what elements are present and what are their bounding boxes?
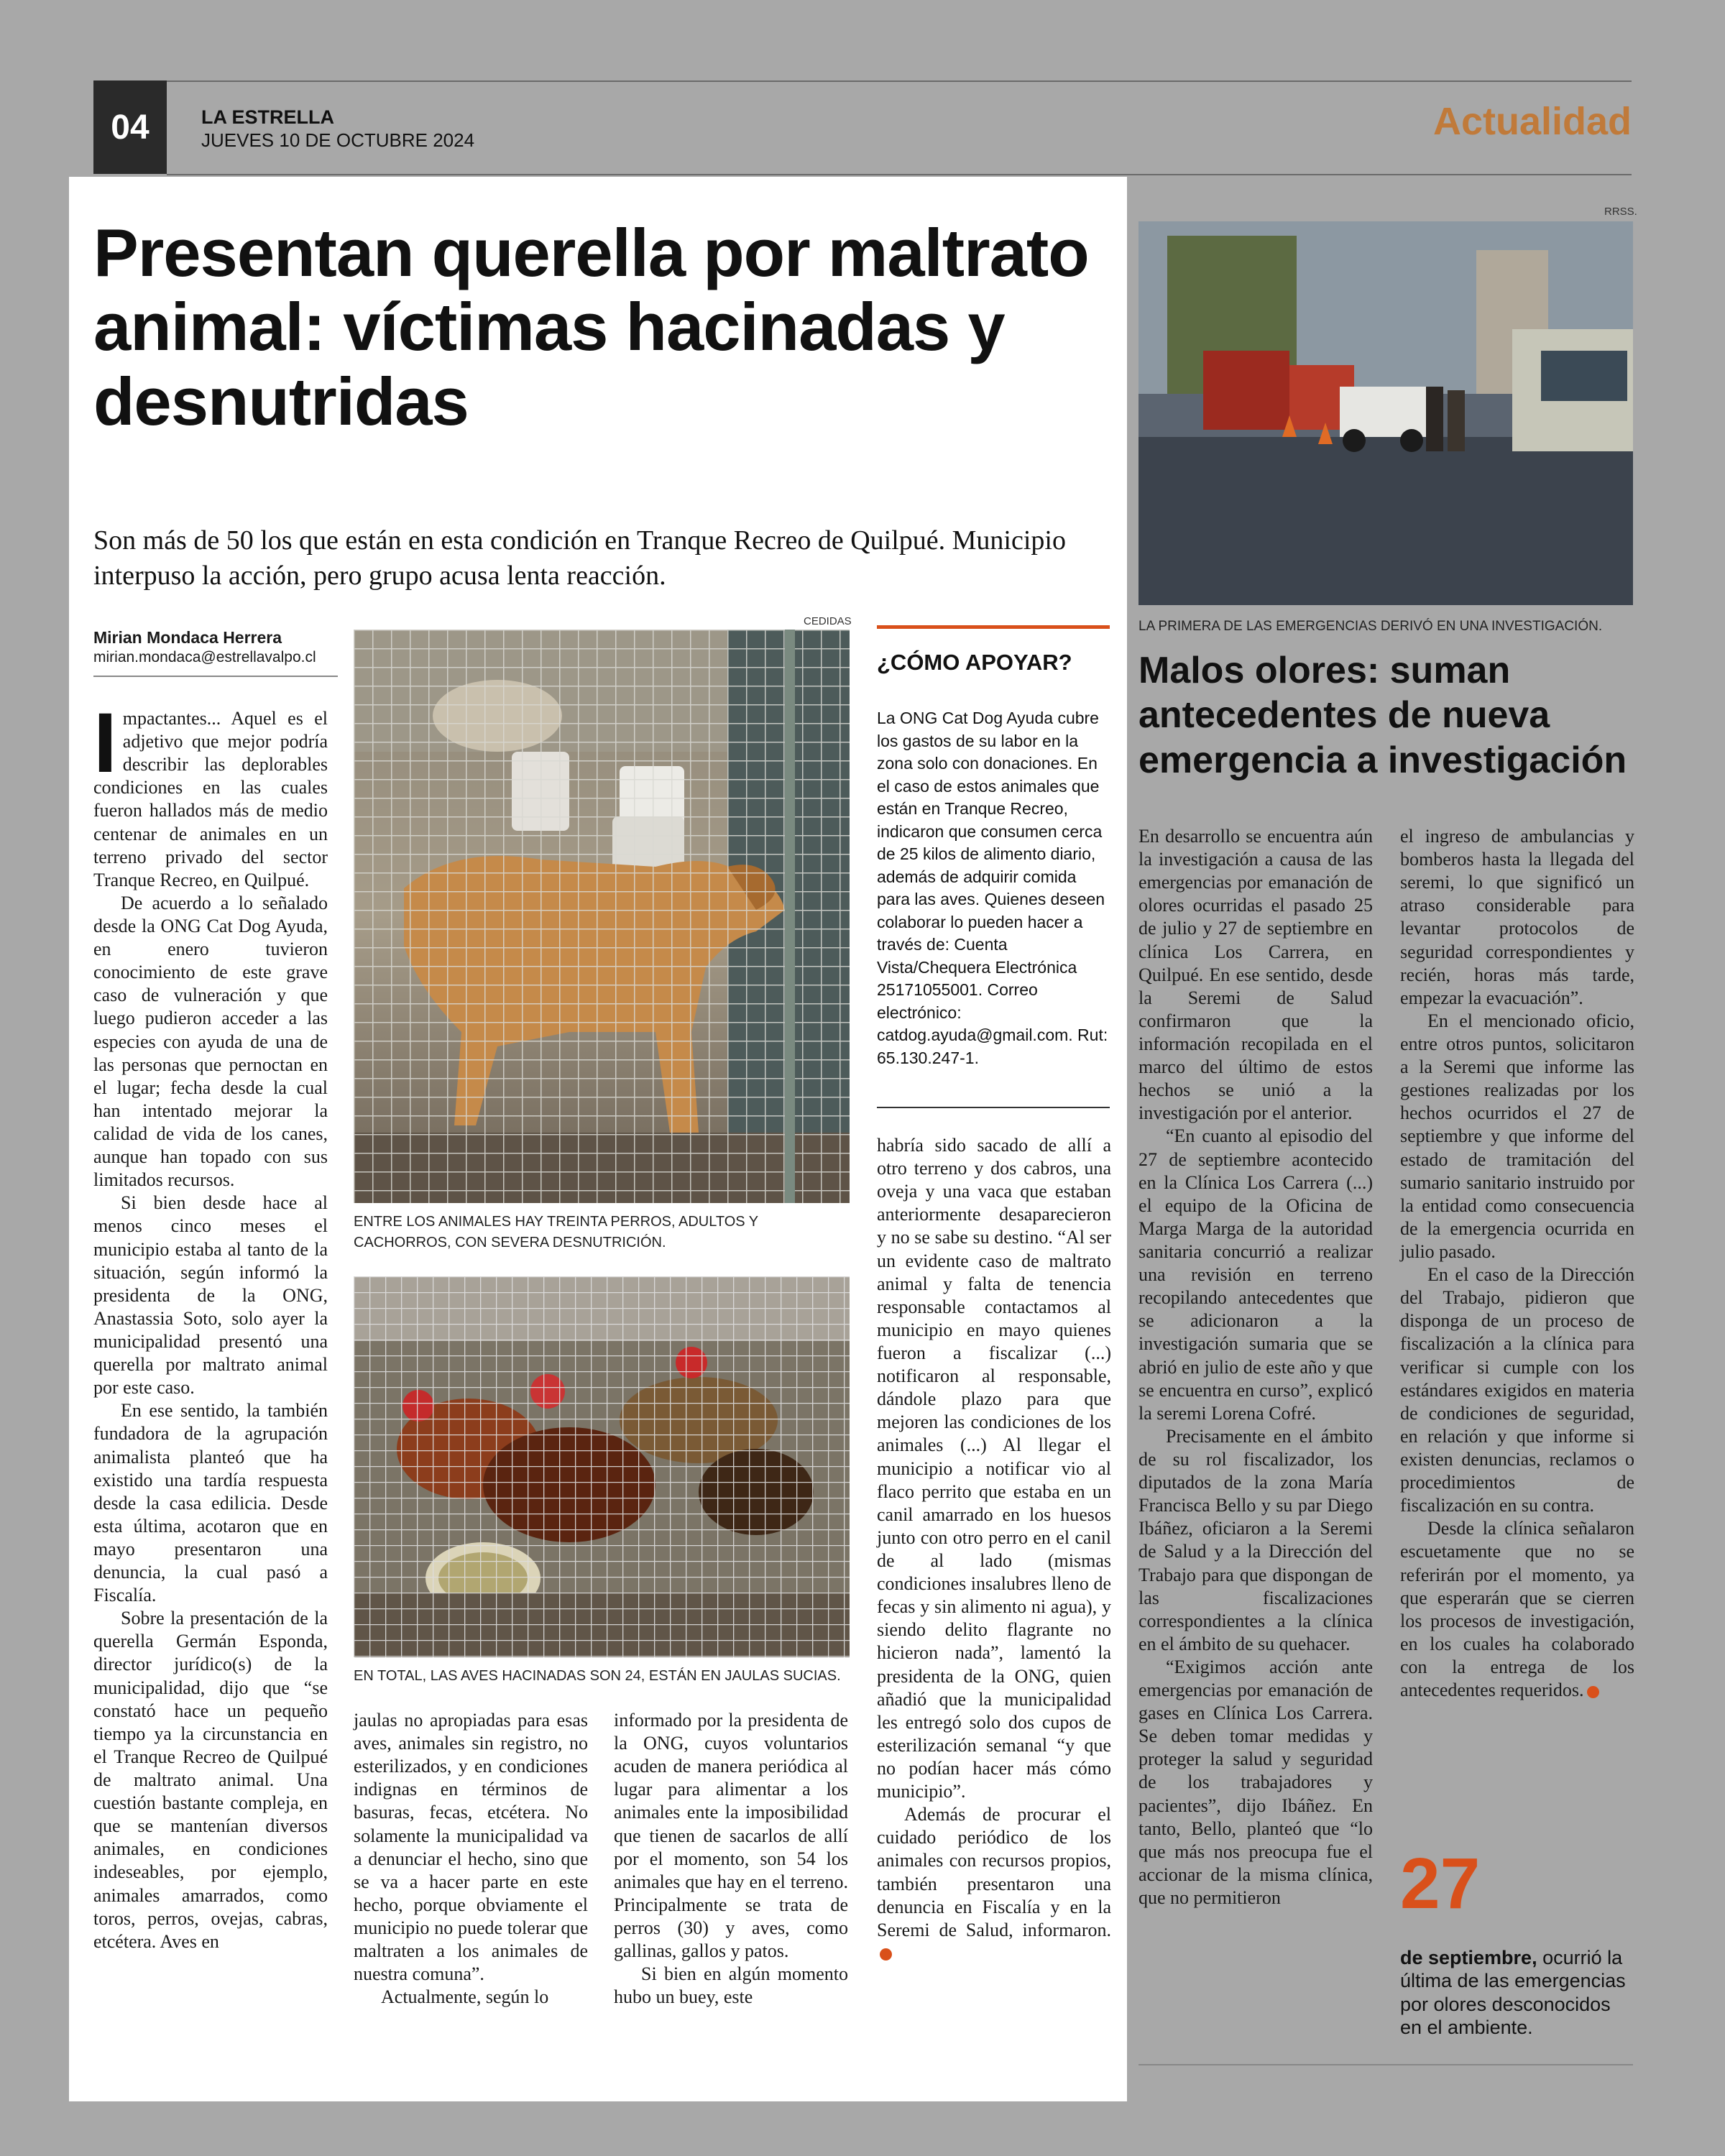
closing-paragraph: Además de procurar el cuidado periódico de los animales con recursos propios, también presentaron una denuncia en Fiscalía y en la Seremi de Salud, informaron. [877,1804,1111,1940]
paragraph: “Exigimos acción ante emergencias por emanación de gases en Clínica Los Carrera. Se deben tomar medidas y proteger la salud y seguridad de los trabajadores y pacientes”, dijo Ibáñez. En tanto, Bello, planteó que “lo que más nos preocupa fue el accionar de la misma clínica, que no permitieron [1138,1656,1373,1909]
paragraph: el ingreso de ambulancias y bomberos hasta la llegada del seremi, lo que significó un atraso considerable para levantar protocolos de seguridad correspondientes y recién, horas más tarde, empezar la evacuación”. [1400,826,1634,1008]
paragraph: Si bien en algún momento hubo un buey, este [614,1963,848,2008]
author-email: mirian.mondaca@estrellavalpo.cl [93,649,316,665]
second-article-column-b [1400,825,1634,1702]
article-column-3 [614,1709,848,2009]
dropcap: I [93,696,117,791]
header-bottom-rule [167,174,1632,175]
highlight-fact-text: ocurrió la última de las emergencias por olores desconocidos en el ambiente. [1400,1947,1626,2039]
second-photo-credit: RRSS. [1604,206,1637,218]
lead-paragraph: mpactantes... Aquel es el adjetivo que mejor podría describir las deplorables condiciones en las cuales fueron hallados más de medio centenar de animales en un terreno privado del sector Tranque Recreo, en Quilpué. [93,708,328,890]
paragraph: Sobre la presentación de la querella Germán Esponda, director jurídico(s) de la municipalidad, dijo que “se constató hace un pequeño tiempo ya la circunstancia en el Tranque Recreo de Quilpué de maltrato animal. Una cuestión bastante compleja, en que se mantenían diversos animales, en condiciones indeseables, por ejemplo, animales amarrados, como toros, perros, ovejas, cabras, etcétera. Aves en [93,1608,328,1952]
sidebar-accent-rule [877,625,1110,629]
paragraph: “En cuanto al episodio del 27 de septiembre acontecido en la Clínica Los Carrera (...) el equipo de la Oficina de Marga Marga de la autoridad sanitaria concurrió a realizar una revisión en terreno recopilando antecedentes que se adicionaron a la investigación sumaria que se abrió en julio de este año y que se encuentra en curso”, explicó la seremi Lorena Cofré. [1138,1125,1373,1424]
paragraph: habría sido sacado de allí a otro terreno y dos cabros, una oveja y una vaca que estaban anteriormente desaparecieron y no se sabe su destino. “Al ser un evidente caso de maltrato animal y falta de tenencia responsable contactamos al municipio en mayo quienes fueron a fiscalizar (...) notificaron al responsable, dándole plazo para que mejoren las condiciones de los animales (...) Al llegar el municipio a notificar vio al flaco perrito que estaba en un canil amarrado en los huesos junto con otro perro en el canil de al lado (mismas condiciones insalubres lleno de fecas y sin alimento ni agua), y siendo delito flagrante no hicieron nada”, lamentó la presidenta de la ONG, quien añadió que la municipalidad les entregó solo dos cupos de esterilización semanal “y que no podían hacer más cómo municipio”. [877,1135,1111,1802]
byline-rule [93,676,338,677]
paragraph: jaulas no apropiadas para esas aves, animales sin registro, no esterilizados, y en condiciones indignas en términos de basuras, fecas, etcétera. No solamente la municipalidad va a denunciar el hecho, sino que se va a hacer parte en este hecho, porque obviamente el municipio no puede tolerar que maltraten a los animales de nuestra comuna”. [354,1710,588,1985]
newspaper-name: LA ESTRELLA [201,106,334,128]
second-article-headline: Malos olores: suman antecedentes de nueva emergencia a investigación [1138,650,1627,781]
paragraph: Si bien desde hace al menos cinco meses el municipio estaba al tanto de la situación, según informó la presidenta de la ONG, Anastassia Soto, solo ayer la municipalidad presentó una querella por maltrato animal por este caso. [93,1192,328,1399]
sidebar-bottom-rule [877,1107,1110,1108]
section-name: Actualidad [1432,100,1632,143]
birds-photo-caption: EN TOTAL, LAS AVES HACINADAS SON 24, ESTÁN EN JAULAS SUCIAS. [354,1668,841,1684]
street-emergency-illustration [1138,221,1633,605]
issue-date: JUEVES 10 DE OCTUBRE 2024 [201,129,475,151]
page-number: 04 [93,80,167,174]
second-article-column-a [1138,825,1373,1909]
emergency-scene-photo [1138,221,1633,605]
sidebar-text: La ONG Cat Dog Ayuda cubre los gastos de su labor en la zona solo con donaciones. En el caso de estos animales que están en Tranque Recreo, indicaron que consumen cerca de 25 kilos de alimento diario, además de adquirir comida para las aves. Quienes deseen colaborar lo pueden hacer a través de: Cuenta Vista/Chequera Electrónica 25171055001. Correo electrónico: catdog.ayuda@gmail.com. Rut: 65.130.247-1. [877,709,1108,1067]
hens-in-cage-illustration [354,1276,850,1657]
paragraph: En desarrollo se encuentra aún la investigación a causa de las emergencias por emanación de olores ocurridas el pasado 25 de julio y 27 de septiembre en clínica Los Carrera, en Quilpué. En ese sentido, desde la Seremi de Salud confirmaron que la información recopilada en el marco del último de estos hechos se unió a la investigación por el anterior. [1138,826,1373,1124]
sidebar-title: ¿CÓMO APOYAR? [877,650,1072,675]
paragraph: En ese sentido, la también fundadora de la agrupación animalista planteó que ha existido una tardía respuesta desde la casa edilicia. Desde esta última, acotaron que en mayo presentaron una denuncia, la cual pasó a Fiscalía. [93,1400,328,1606]
article-column-4 [877,1134,1111,1965]
header-top-rule [93,80,1632,82]
article-subhead: Son más de 50 los que están en esta condición en Tranque Recreo de Quilpué. Municipio interpuso la acción, pero grupo acusa lenta reacción. [93,525,1066,591]
paragraph: En el mencionado oficio, entre otros puntos, solicitaron a la Seremi que informe las gestiones realizadas por los hechos ocurridos el 27 de septiembre y que informe del estado de tramitación del sumario sanitario instruido por la entidad como consecuencia de la emergencia ocurrida en julio pasado. [1400,1010,1634,1262]
right-column-bottom-rule [1138,2064,1633,2065]
second-photo-caption: LA PRIMERA DE LAS EMERGENCIAS DERIVÓ EN UNA INVESTIGACIÓN. [1138,619,1603,634]
paragraph: Actualmente, según lo [381,1986,549,2008]
closing-paragraph: Desde la clínica señalaron escuetamente que no se referirán por el momento, ya que esperarán que se cierren los procesos de investigación, en los cuales ha colaborado con la entrega de los antecedentes requeridos. [1400,1518,1634,1701]
paragraph: Precisamente en el ámbito de su rol fiscalizador, los diputados de la zona María Francisca Bello y su par Diego Ibáñez, oficiaron a la Seremi de Salud y a la Dirección del Trabajo para que dispongan de las fiscalizaciones correspondientes a la clínica en el ámbito de su quehacer. [1138,1425,1373,1654]
article-headline: Presentan querella por maltrato animal: víctimas hacinadas y desnutridas [93,215,1089,439]
highlight-fact-bold: de septiembre, [1400,1947,1537,1968]
highlight-fact [1400,1946,1637,2040]
dog-photo [354,630,850,1203]
article-column-2 [354,1709,588,2009]
author-name: Mirian Mondaca Herrera [93,628,282,647]
photo-credit: CEDIDAS [804,615,852,627]
dog-photo-caption: ENTRE LOS ANIMALES HAY TREINTA PERROS, ADULTOS Y CACHORROS, CON SEVERA DESNUTRICIÓN. [354,1214,758,1250]
dog-in-cage-illustration [354,630,850,1203]
paragraph: En el caso de la Dirección del Trabajo, pidieron que disponga de un proceso de fiscalización a la clínica para verificar si cumple con los estándares exigidos en materia de condiciones de seguridad, en relación y que informe si existen denuncias, reclamos o procedimientos de fiscalización en su contra. [1400,1264,1634,1516]
end-mark-icon [880,1948,892,1961]
highlight-number: 27 [1400,1843,1481,1924]
paragraph: De acuerdo a lo señalado desde la ONG Cat Dog Ayuda, en enero tuvieron conocimiento de este grave caso de vulneración y que luego pudieron acceder a las especies con ayuda de una de las personas que pernoctan en el lugar; fecha desde la cual han intentado mejorar la calidad de vida de los canes, aunque han topado con sus limitados recursos. [93,892,328,1191]
birds-photo [354,1276,850,1657]
end-mark-icon [1587,1686,1599,1698]
article-column-1 [93,696,328,1953]
paragraph: informado por la presidenta de la ONG, cuyos voluntarios acuden de manera periódica al lugar para alimentar a los animales ente la imposibilidad que tienen de sacarlos de allí por el momento, son 54 los animales que hay en el terreno. Principalmente se trata de perros (30) y aves, como gallinas, gallos y patos. [614,1710,848,1962]
